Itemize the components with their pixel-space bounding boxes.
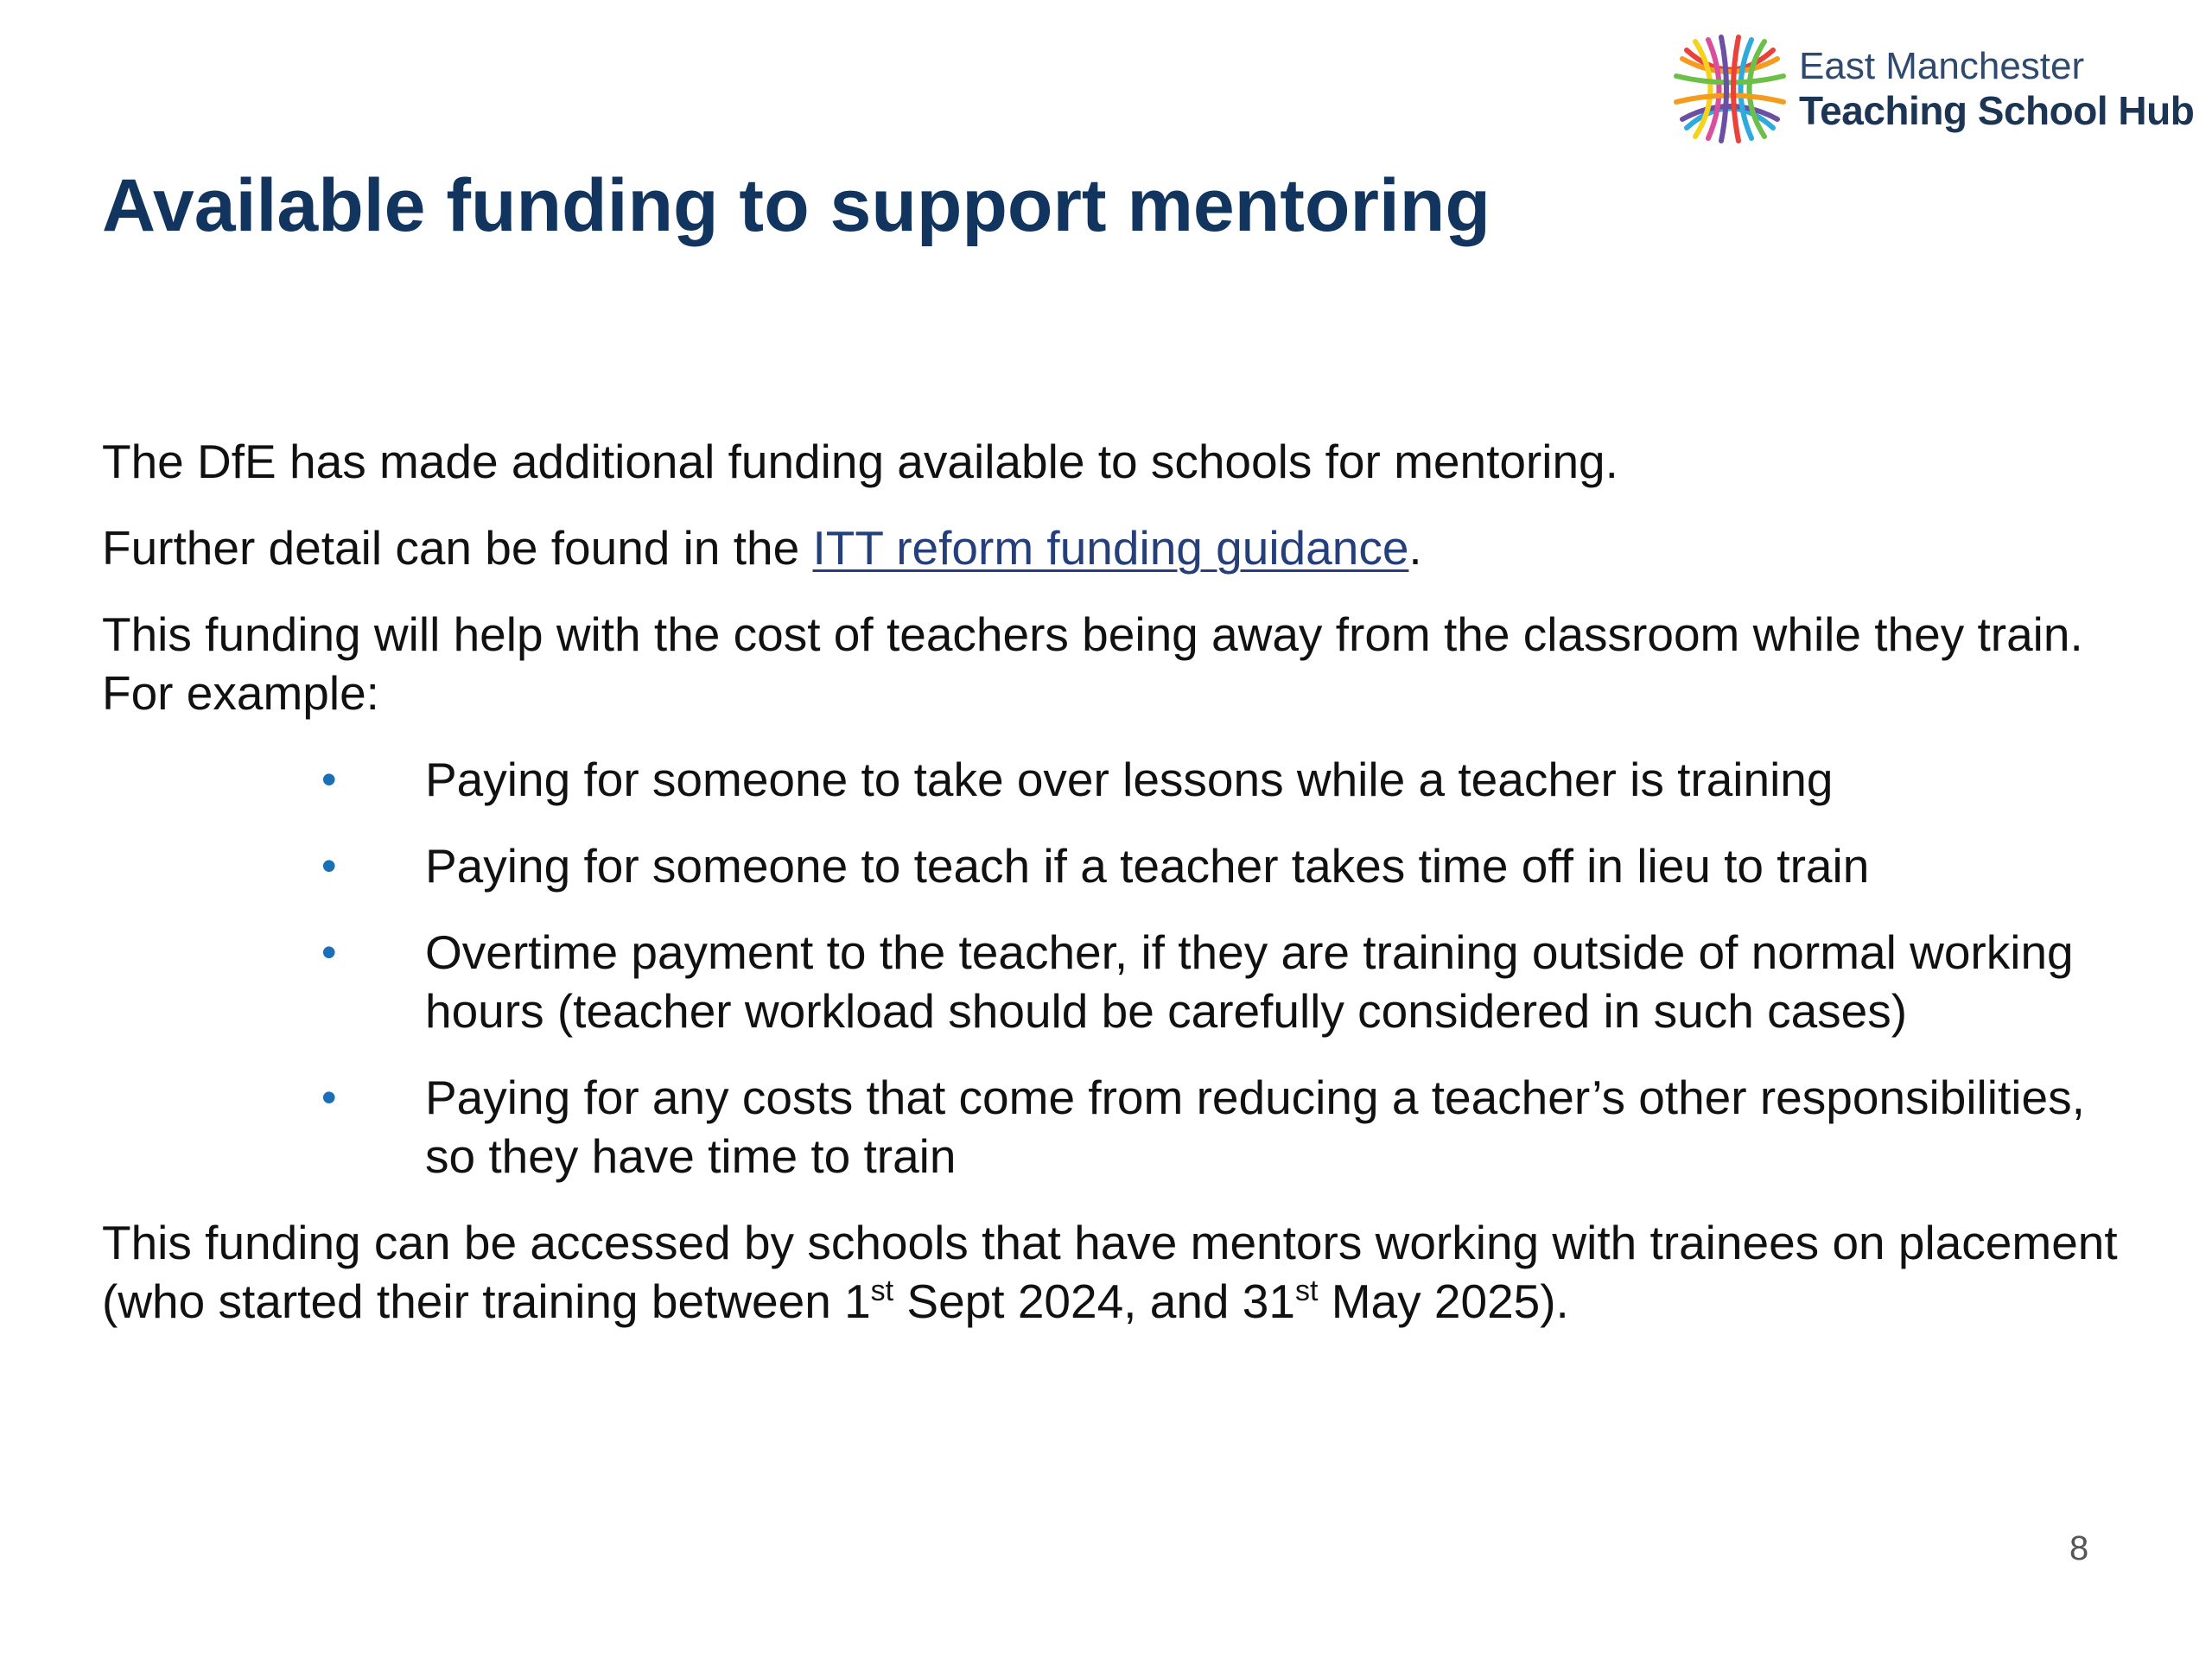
hub-logo — [1669, 33, 2195, 145]
logo-line-2: Teaching School Hub — [1799, 88, 2195, 133]
list-item — [321, 1068, 2141, 1185]
slide-title: Available funding to support mentoring — [102, 164, 1491, 247]
bullet-icon: • — [321, 1073, 337, 1122]
ordinal-suffix-1: st — [870, 1274, 894, 1307]
list-item-text: Paying for someone to take over lessons while a teacher is training — [425, 753, 1834, 806]
list-item — [321, 836, 2141, 895]
guidance-paragraph — [102, 518, 2141, 577]
itt-guidance-link[interactable]: ITT reform funding guidance — [812, 521, 1409, 575]
list-item-text: Paying for any costs that come from reducing a teacher’s other responsibilities, so they have time to train — [425, 1071, 2085, 1183]
slide-body — [102, 432, 2141, 1358]
list-item — [321, 923, 2141, 1040]
intro-paragraph: The DfE has made additional funding available to schools for mentoring. — [102, 435, 1618, 488]
ordinal-suffix-2: st — [1294, 1274, 1319, 1307]
logo-line-1: East Manchester — [1799, 45, 2085, 87]
eligibility-paragraph — [102, 1213, 2141, 1331]
list-item — [321, 750, 2141, 809]
hub-logo-text — [1799, 45, 2194, 133]
page-number: 8 — [2069, 1529, 2089, 1567]
hub-logo-icon — [1669, 33, 1790, 145]
bullet-icon: • — [321, 928, 337, 976]
purpose-paragraph: This funding will help with the cost of teachers being away from the classroom while they train. For example: — [102, 607, 2083, 720]
eligibility-text-3: May 2025). — [1318, 1274, 1569, 1328]
guidance-text: Further detail can be found in the — [102, 521, 813, 575]
bullet-icon: • — [321, 755, 337, 804]
eligibility-text-2: Sept 2024, and 31 — [893, 1274, 1295, 1328]
list-item-text: Paying for someone to teach if a teacher takes time off in lieu to train — [425, 839, 1870, 893]
list-item-text: Overtime payment to the teacher, if they are training outside of normal working hours (teacher workload should be carefully considered in such cases) — [425, 925, 2074, 1038]
eligibility-text-1: This funding can be accessed by schools that have mentors working with trainees on placement (who started their training between 1 — [102, 1216, 2118, 1328]
examples-list — [102, 750, 2141, 1185]
guidance-period: . — [1408, 521, 1422, 575]
bullet-icon: • — [321, 842, 337, 890]
